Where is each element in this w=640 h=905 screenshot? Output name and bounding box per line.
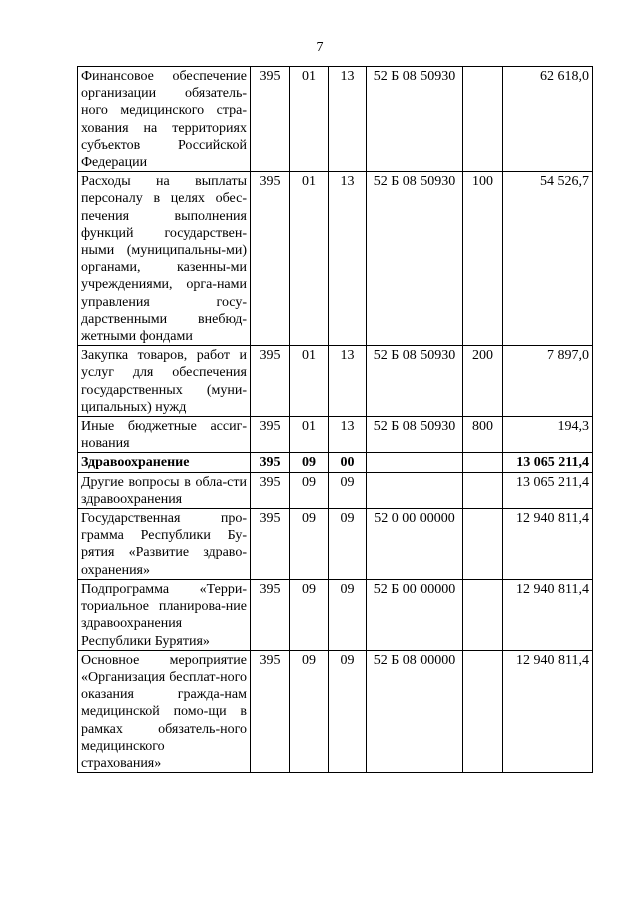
expense-type-code — [463, 650, 503, 772]
amount: 62 618,0 — [503, 67, 593, 172]
ministry-code: 395 — [251, 453, 290, 472]
target-article-code: 52 Б 08 00000 — [367, 650, 463, 772]
ministry-code: 395 — [251, 172, 290, 346]
ministry-code: 395 — [251, 67, 290, 172]
row-name: Расходы на выплаты персоналу в целях обес-печения выполнения функций государствен-ными (муниципальны-ми) органами, казенны-ми учреждениями, орга-нами управления госу-дарственными внебюд-жетными фондами — [78, 172, 251, 346]
target-article-code: 52 Б 08 50930 — [367, 417, 463, 453]
target-article-code — [367, 453, 463, 472]
subsection-code: 09 — [329, 579, 367, 650]
subsection-code: 00 — [329, 453, 367, 472]
table-row — [78, 579, 593, 650]
table-row — [78, 417, 593, 453]
section-code: 01 — [290, 67, 329, 172]
target-article-code: 52 0 00 00000 — [367, 509, 463, 580]
subsection-code: 13 — [329, 67, 367, 172]
section-code: 09 — [290, 509, 329, 580]
amount: 13 065 211,4 — [503, 453, 593, 472]
table-row — [78, 650, 593, 772]
amount: 13 065 211,4 — [503, 472, 593, 508]
expense-type-code — [463, 453, 503, 472]
subsection-code: 09 — [329, 472, 367, 508]
section-code: 09 — [290, 579, 329, 650]
subsection-code: 13 — [329, 346, 367, 417]
expense-type-code — [463, 509, 503, 580]
row-name: Другие вопросы в обла-сти здравоохранения — [78, 472, 251, 508]
table-row — [78, 67, 593, 172]
row-name: Государственная про-грамма Республики Бу-рятия «Развитие здраво-охранения» — [78, 509, 251, 580]
row-name: Здравоохранение — [78, 453, 251, 472]
target-article-code: 52 Б 08 50930 — [367, 172, 463, 346]
row-name: Закупка товаров, работ и услуг для обеспечения государственных (муни-ципальных) нужд — [78, 346, 251, 417]
amount: 12 940 811,4 — [503, 579, 593, 650]
ministry-code: 395 — [251, 509, 290, 580]
row-name: Финансовое обеспечение организации обязатель-ного медицинского стра-хования на территориях субъектов Российской Федерации — [78, 67, 251, 172]
table-row — [78, 509, 593, 580]
table-row-total — [78, 453, 593, 472]
expense-type-code — [463, 579, 503, 650]
section-code: 09 — [290, 453, 329, 472]
budget-table — [77, 66, 593, 773]
ministry-code: 395 — [251, 650, 290, 772]
amount: 194,3 — [503, 417, 593, 453]
section-code: 01 — [290, 417, 329, 453]
expense-type-code: 100 — [463, 172, 503, 346]
target-article-code: 52 Б 00 00000 — [367, 579, 463, 650]
subsection-code: 13 — [329, 417, 367, 453]
ministry-code: 395 — [251, 579, 290, 650]
target-article-code: 52 Б 08 50930 — [367, 346, 463, 417]
amount: 54 526,7 — [503, 172, 593, 346]
row-name: Основное мероприятие «Организация бесплат-ного оказания гражда-нам медицинской помо-щи в рамках обязатель-ного медицинского страхования» — [78, 650, 251, 772]
section-code: 01 — [290, 172, 329, 346]
table-row — [78, 172, 593, 346]
table-row — [78, 346, 593, 417]
expense-type-code — [463, 472, 503, 508]
target-article-code: 52 Б 08 50930 — [367, 67, 463, 172]
subsection-code: 13 — [329, 172, 367, 346]
section-code: 01 — [290, 346, 329, 417]
target-article-code — [367, 472, 463, 508]
page-number: 7 — [316, 40, 324, 55]
amount: 12 940 811,4 — [503, 509, 593, 580]
amount: 7 897,0 — [503, 346, 593, 417]
expense-type-code — [463, 67, 503, 172]
row-name: Подпрограмма «Терри-ториальное планирова-ние здравоохранения Республики Бурятия» — [78, 579, 251, 650]
expense-type-code: 200 — [463, 346, 503, 417]
table-row — [78, 472, 593, 508]
expense-type-code: 800 — [463, 417, 503, 453]
ministry-code: 395 — [251, 346, 290, 417]
subsection-code: 09 — [329, 509, 367, 580]
ministry-code: 395 — [251, 417, 290, 453]
row-name: Иные бюджетные ассиг-нования — [78, 417, 251, 453]
amount: 12 940 811,4 — [503, 650, 593, 772]
subsection-code: 09 — [329, 650, 367, 772]
section-code: 09 — [290, 650, 329, 772]
ministry-code: 395 — [251, 472, 290, 508]
section-code: 09 — [290, 472, 329, 508]
